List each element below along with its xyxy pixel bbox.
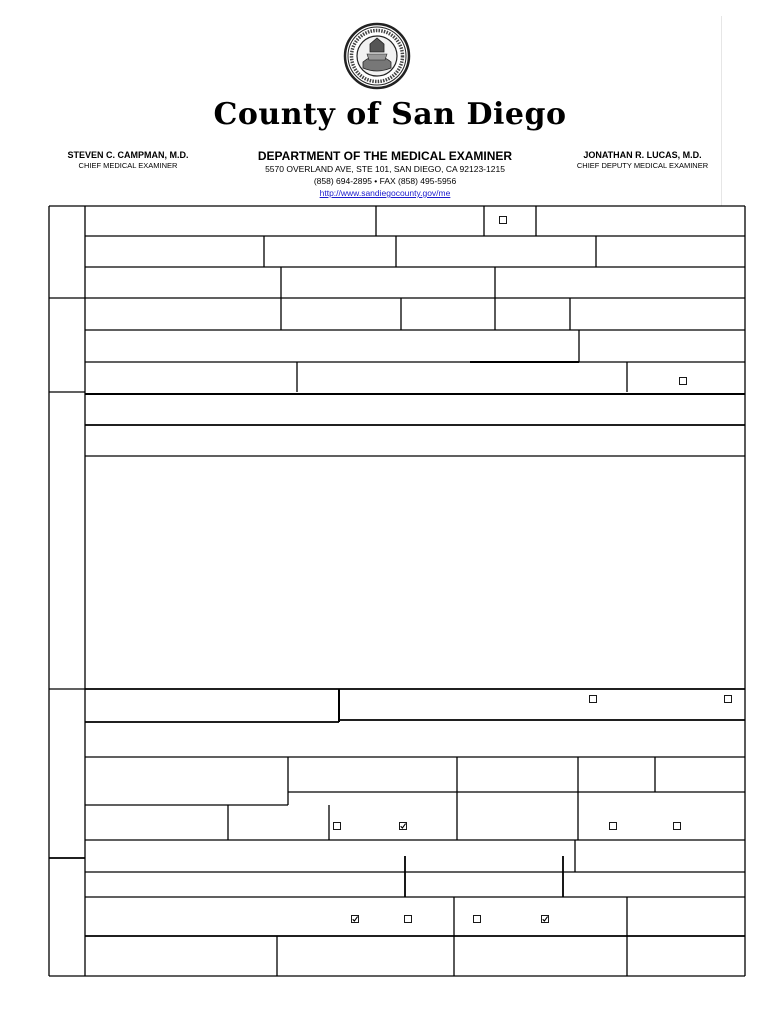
checkbox[interactable] xyxy=(405,916,412,923)
narrative-field[interactable] xyxy=(86,457,744,688)
department-address: 5570 OVERLAND AVE, STE 101, SAN DIEGO, CA 92123-1215 xyxy=(265,164,505,174)
chief-examiner-name: STEVEN C. CAMPMAN, M.D. xyxy=(67,150,189,160)
checkbox-box[interactable] xyxy=(500,217,507,224)
deputy-examiner-title: CHIEF DEPUTY MEDICAL EXAMINER xyxy=(576,161,709,170)
form-field[interactable] xyxy=(289,758,456,791)
checkbox[interactable] xyxy=(725,696,732,703)
form-field[interactable] xyxy=(86,873,404,896)
form-field[interactable] xyxy=(458,793,577,839)
form-fields xyxy=(86,207,744,975)
form-field[interactable] xyxy=(564,873,744,896)
form-field[interactable] xyxy=(571,299,744,329)
checkbox[interactable] xyxy=(352,916,359,923)
checkbox-box[interactable] xyxy=(334,823,341,830)
form-field[interactable] xyxy=(496,299,569,329)
chief-examiner-title: CHIEF MEDICAL EXAMINER xyxy=(78,161,178,170)
form-field[interactable] xyxy=(86,758,287,804)
county-seal-icon xyxy=(343,22,411,90)
county-title: County of San Diego xyxy=(213,97,567,132)
form-field[interactable] xyxy=(397,237,595,266)
form-field[interactable] xyxy=(86,299,280,329)
form-field[interactable] xyxy=(628,938,744,975)
checkbox[interactable] xyxy=(334,823,341,830)
department-website-link[interactable]: http://www.sandiegocounty.gov/me xyxy=(319,188,451,198)
form-field[interactable] xyxy=(278,938,453,975)
form-field[interactable] xyxy=(496,268,744,297)
form-field[interactable] xyxy=(597,237,744,266)
form-field[interactable] xyxy=(579,758,654,791)
form-field[interactable] xyxy=(580,331,744,361)
form-field[interactable] xyxy=(86,268,280,297)
form-field[interactable] xyxy=(86,396,744,424)
form-field[interactable] xyxy=(265,237,395,266)
form-field[interactable] xyxy=(86,723,744,756)
checkbox-box[interactable] xyxy=(610,823,617,830)
checkbox-box[interactable] xyxy=(725,696,732,703)
form-field[interactable] xyxy=(282,268,494,297)
checkbox[interactable] xyxy=(474,916,481,923)
form-field[interactable] xyxy=(537,207,744,235)
form-field[interactable] xyxy=(402,299,494,329)
department-name: DEPARTMENT OF THE MEDICAL EXAMINER xyxy=(257,149,513,163)
form-field[interactable] xyxy=(86,331,578,361)
checkbox[interactable] xyxy=(610,823,617,830)
form-field[interactable] xyxy=(656,758,744,791)
checkbox[interactable] xyxy=(674,823,681,830)
form-field[interactable] xyxy=(86,363,296,391)
form-field[interactable] xyxy=(86,806,227,839)
deputy-examiner-name: JONATHAN R. LUCAS, M.D. xyxy=(583,150,702,160)
checkbox-box[interactable] xyxy=(674,823,681,830)
form-field[interactable] xyxy=(628,898,744,935)
form-field[interactable] xyxy=(86,207,375,235)
form-field[interactable] xyxy=(455,938,626,975)
form-field[interactable] xyxy=(298,363,626,391)
form-field[interactable] xyxy=(377,207,483,235)
checkbox-box[interactable] xyxy=(590,696,597,703)
checkbox[interactable] xyxy=(542,916,549,923)
form-field[interactable] xyxy=(458,758,577,791)
checkbox-box[interactable] xyxy=(474,916,481,923)
form-field[interactable] xyxy=(86,841,574,871)
form-field[interactable] xyxy=(86,427,744,455)
form-field[interactable] xyxy=(86,237,263,266)
form-field[interactable] xyxy=(576,841,744,871)
checkbox-box[interactable] xyxy=(405,916,412,923)
checkbox[interactable] xyxy=(500,217,507,224)
checkbox[interactable] xyxy=(590,696,597,703)
department-phone-fax: (858) 694-2895 • FAX (858) 495-5956 xyxy=(313,176,457,186)
form-field[interactable] xyxy=(282,299,400,329)
form-field[interactable] xyxy=(86,938,276,975)
form-field[interactable] xyxy=(406,873,562,896)
checkbox-box[interactable] xyxy=(680,378,687,385)
checkbox[interactable] xyxy=(680,378,687,385)
checkbox[interactable] xyxy=(400,823,407,830)
form-field[interactable] xyxy=(229,806,328,839)
form-field[interactable] xyxy=(86,691,338,721)
